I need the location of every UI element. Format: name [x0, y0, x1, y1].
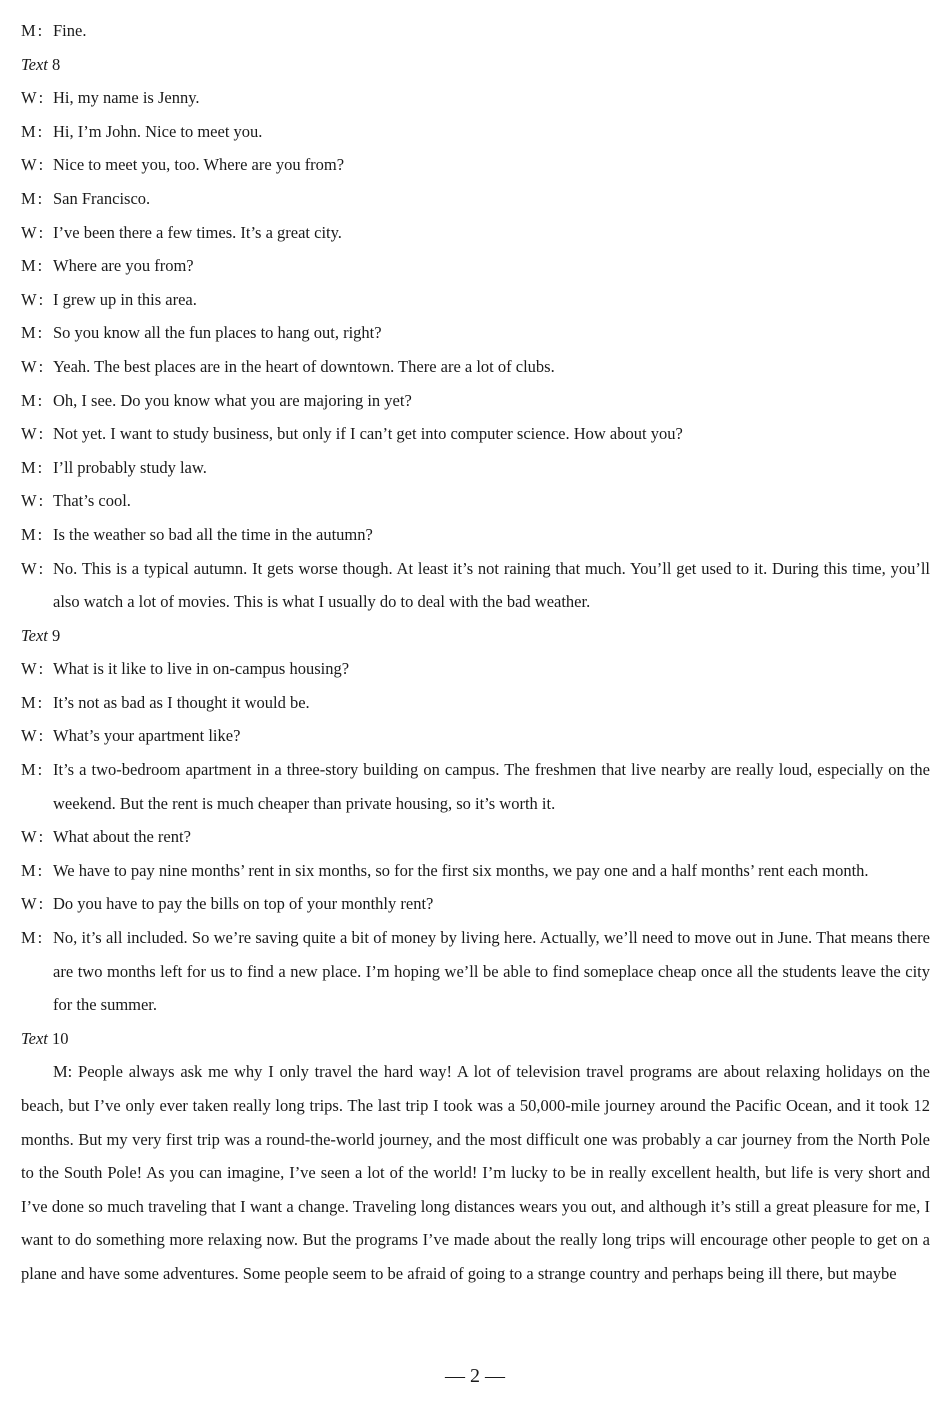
dialogue-line: [21, 182, 930, 216]
utterance: Hi, I’m John. Nice to meet you.: [53, 121, 263, 141]
utterance: No, it’s all included. So we’re saving quite a bit of money by living here. Actually, we’ll need to move out in June. That means there are two months left for us to find a new place. I’m hoping we’ll be able to find someplace cheap once all the students leave the city for the summer.: [53, 928, 930, 1015]
section-heading-text-10: Text 10: [21, 1028, 69, 1048]
utterance: Where are you from?: [53, 256, 194, 276]
speaker: M :: [21, 323, 43, 343]
dialogue-line: [21, 854, 930, 888]
dialogue-line: [21, 451, 930, 485]
utterance: San Francisco.: [53, 188, 151, 208]
speaker: W :: [21, 222, 44, 242]
utterance: Do you have to pay the bills on top of your monthly rent?: [53, 894, 434, 914]
dialogue-line: [21, 518, 930, 552]
dialogue-line: [21, 652, 930, 686]
utterance: That’s cool.: [53, 491, 131, 511]
utterance: So you know all the fun places to hang out, right?: [53, 323, 382, 343]
speaker: W :: [21, 356, 44, 376]
utterance: What’s your apartment like?: [53, 726, 241, 746]
utterance: No. This is a typical autumn. It gets worse though. At least it’s not raining that much. You’ll get used to it. During this time, you’ll also watch a lot of movies. This is what I usually do to deal with the bad weather.: [53, 558, 930, 612]
dialogue-line: [21, 384, 930, 418]
speaker: M :: [21, 760, 43, 780]
monologue-paragraph: M: People always ask me why I only travel the hard way! A lot of television travel programs are about relaxing holidays on the beach, but I’ve only ever taken really long trips. The last trip I took was a 50,000-mile journey around the Pacific Ocean, and it took 12 months. But my very first trip was a round-the-world journey, and the most difficult one was probably a car journey from the North Pole to the South Pole! As you can imagine, I’ve seen a lot of the world! I’m lucky to be in really excellent health, but life is very short and I’ve done so much traveling that I want a change. Traveling long distances wears you out, and although it’s still a great pleasure for me, I want to do something more relaxing now. But the programs I’ve made about the really long trips will encourage other people to get on a plane and have some adventures. Some people seem to be afraid of going to a strange country and perhaps being ill there, but maybe: [21, 1062, 930, 1283]
utterance: I’ve been there a few times. It’s a great city.: [53, 222, 342, 242]
speaker: M :: [21, 524, 43, 544]
dialogue-line: [21, 921, 930, 1022]
speaker: M :: [21, 860, 43, 880]
utterance: It’s not as bad as I thought it would be.: [53, 692, 310, 712]
utterance: Yeah. The best places are in the heart of downtown. There are a lot of clubs.: [53, 356, 555, 376]
dialogue-line: [21, 316, 930, 350]
utterance: We have to pay nine months’ rent in six months, so for the first six months, we pay one and a half months’ rent each month.: [53, 860, 869, 880]
speaker: W :: [21, 88, 44, 108]
utterance: What about the rent?: [53, 827, 191, 847]
utterance: I’ll probably study law.: [53, 457, 207, 477]
dialogue-line: [21, 887, 930, 921]
dialogue-line: [21, 14, 930, 48]
speaker: W :: [21, 726, 44, 746]
dialogue-line: [21, 686, 930, 720]
speaker: W :: [21, 894, 44, 914]
speaker: W :: [21, 155, 44, 175]
dialogue-line: [21, 216, 930, 250]
dialogue-line: [21, 249, 930, 283]
speaker: M :: [21, 390, 43, 410]
speaker: W :: [21, 491, 44, 511]
utterance: Is the weather so bad all the time in the autumn?: [53, 524, 373, 544]
speaker: M :: [21, 21, 43, 40]
utterance: Not yet. I want to study business, but only if I can’t get into computer science. How about you?: [53, 424, 683, 444]
utterance: Hi, my name is Jenny.: [53, 88, 200, 108]
dialogue-line: [21, 417, 930, 451]
utterance: Oh, I see. Do you know what you are majoring in yet?: [53, 390, 412, 410]
utterance: It’s a two-bedroom apartment in a three-story building on campus. The freshmen that live nearby are really loud, especially on the weekend. But the rent is much cheaper than private housing, so it’s worth it.: [53, 760, 930, 813]
utterance: Fine.: [53, 21, 87, 40]
section-heading-text-9: Text 9: [21, 625, 61, 645]
dialogue-line: [21, 283, 930, 317]
speaker: M :: [21, 256, 43, 276]
dialogue-line: [21, 81, 930, 115]
dialogue-line: [21, 484, 930, 518]
dialogue-line: [21, 719, 930, 753]
dialogue-line: [21, 552, 930, 619]
speaker: W :: [21, 659, 44, 679]
text-9-dialogue: [0, 652, 950, 1022]
dialogue-line: [21, 148, 930, 182]
utterance: What is it like to live in on-campus housing?: [53, 659, 350, 679]
speaker: W :: [21, 558, 44, 578]
utterance: Nice to meet you, too. Where are you from?: [53, 155, 345, 175]
speaker: M :: [21, 457, 43, 477]
speaker: W :: [21, 289, 44, 309]
speaker: W :: [21, 827, 44, 847]
speaker: M :: [21, 928, 43, 948]
document-page: [0, 14, 950, 1291]
dialogue-line: [21, 753, 930, 820]
speaker: M :: [21, 188, 43, 208]
speaker: M :: [21, 121, 43, 141]
dialogue-line: [21, 115, 930, 149]
dialogue-line: [21, 350, 930, 384]
speaker: M :: [21, 692, 43, 712]
utterance: I grew up in this area.: [53, 289, 197, 309]
page-number: — 2 —: [445, 1365, 505, 1387]
dialogue-line: [21, 820, 930, 854]
section-heading-text-8: Text 8: [21, 54, 61, 74]
speaker: W :: [21, 424, 44, 444]
text-8-dialogue: [0, 81, 950, 619]
